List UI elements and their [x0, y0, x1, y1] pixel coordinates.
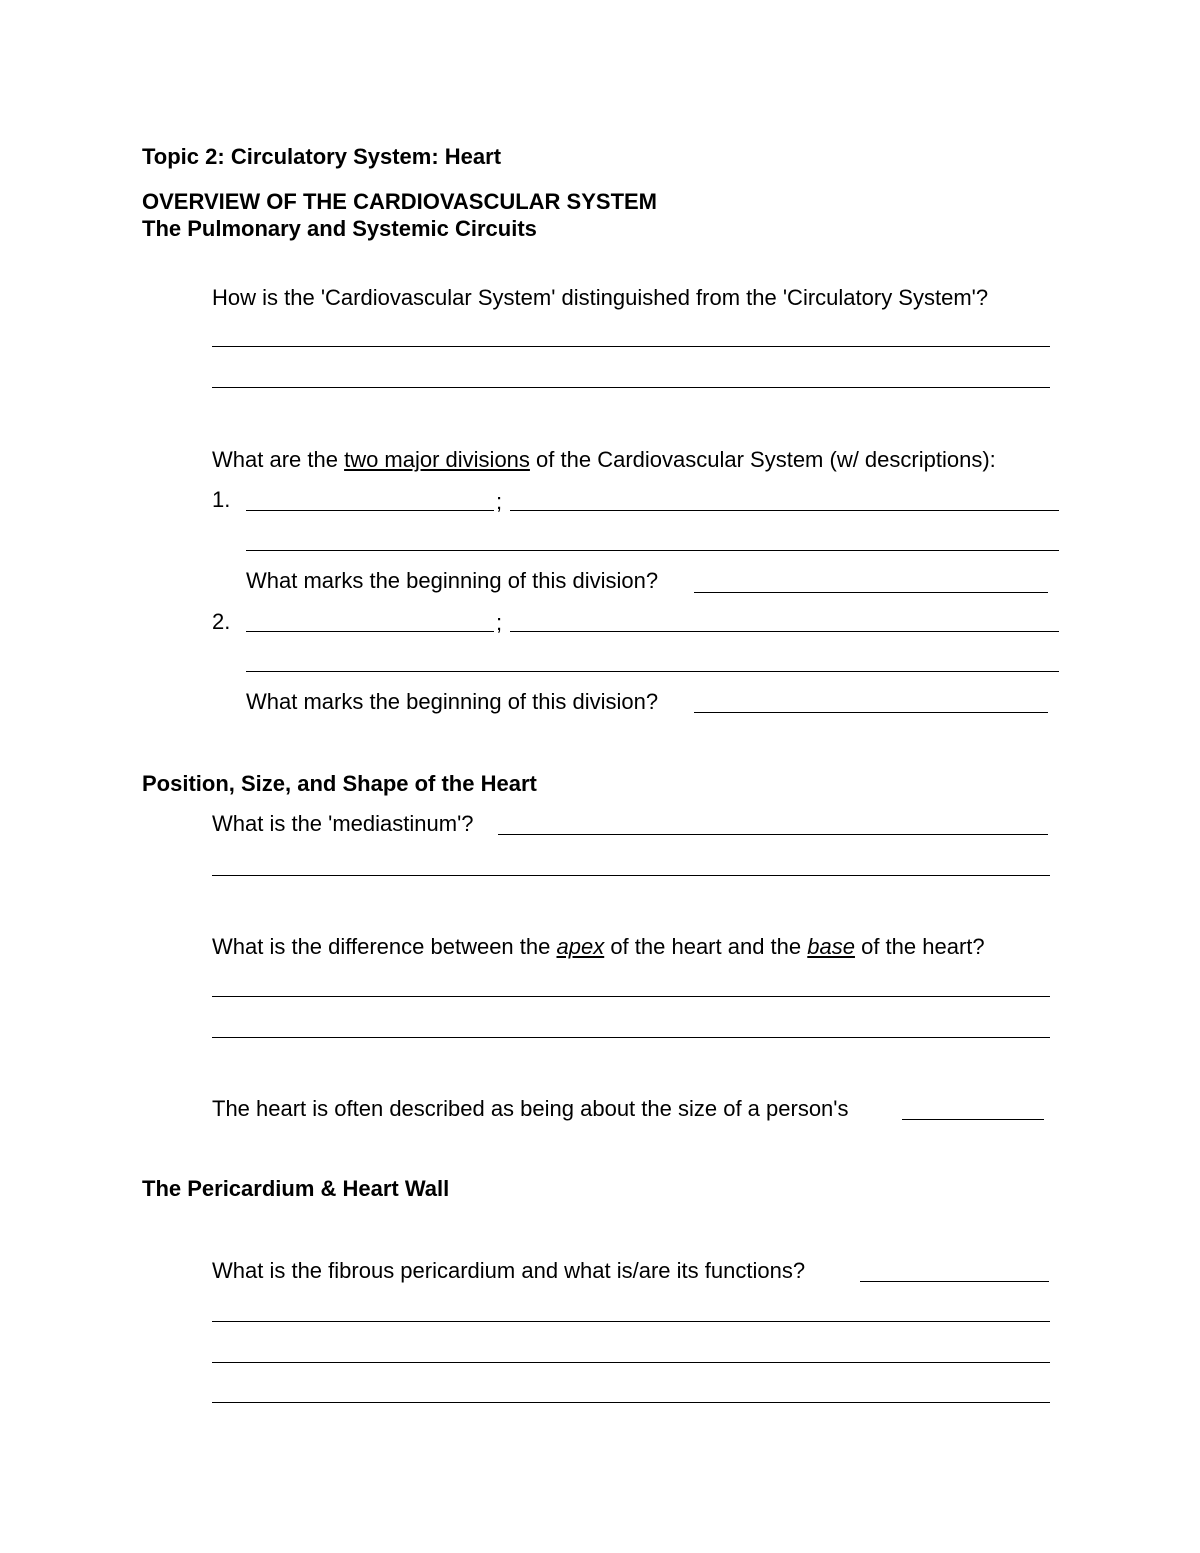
section-title: Position, Size, and Shape of the Heart — [142, 771, 537, 796]
separator: ; — [496, 489, 503, 514]
section-title: The Pericardium & Heart Wall — [142, 1176, 450, 1201]
question-suffix: of the heart? — [854, 934, 985, 959]
question-mediastinum: What is the 'mediastinum'? — [212, 811, 474, 836]
question-apex-vs-base — [212, 936, 985, 958]
answer-line[interactable] — [860, 1281, 1049, 1282]
subsection-title: The Pulmonary and Systemic Circuits — [142, 216, 537, 241]
section-title: OVERVIEW OF THE CARDIOVASCULAR SYSTEM — [142, 189, 658, 214]
answer-line[interactable] — [902, 1119, 1044, 1120]
underlined-phrase: two major divisions — [344, 447, 530, 472]
answer-line[interactable] — [212, 1037, 1050, 1038]
question-cardiovascular-vs-circulatory: How is the 'Cardiovascular System' distinguished from the 'Circulatory System'? — [212, 285, 989, 310]
answer-line[interactable] — [212, 1362, 1050, 1363]
separator: ; — [496, 610, 503, 635]
answer-line[interactable] — [212, 1321, 1050, 1322]
answer-line[interactable] — [694, 592, 1048, 593]
answer-line[interactable] — [212, 996, 1050, 997]
answer-line[interactable] — [212, 875, 1050, 876]
answer-line[interactable] — [246, 550, 1059, 551]
item-number: 1. — [212, 487, 231, 512]
division-name-blank[interactable] — [246, 510, 494, 511]
term-apex: apex — [556, 934, 605, 959]
question-division-beginning: What marks the beginning of this division? — [246, 689, 659, 714]
answer-line[interactable] — [212, 346, 1050, 347]
answer-line[interactable] — [694, 712, 1048, 713]
answer-line[interactable] — [212, 387, 1050, 388]
question-division-beginning: What marks the beginning of this division? — [246, 568, 659, 593]
term-base: base — [807, 934, 855, 959]
question-suffix: of the Cardiovascular System (w/ descriptions): — [529, 447, 996, 472]
question-prefix: What is the difference between the — [212, 934, 557, 959]
answer-line[interactable] — [246, 671, 1059, 672]
question-middle: of the heart and the — [604, 934, 808, 959]
question-prefix: What are the — [212, 447, 345, 472]
division-description-blank[interactable] — [510, 631, 1059, 632]
division-description-blank[interactable] — [510, 510, 1059, 511]
question-major-divisions — [212, 449, 996, 471]
question-heart-size: The heart is often described as being about the size of a person's — [212, 1096, 849, 1121]
question-fibrous-pericardium: What is the fibrous pericardium and what is/are its functions? — [212, 1258, 806, 1283]
topic-title: Topic 2: Circulatory System: Heart — [142, 144, 502, 169]
division-name-blank[interactable] — [246, 631, 494, 632]
answer-line[interactable] — [498, 834, 1048, 835]
answer-line[interactable] — [212, 1402, 1050, 1403]
item-number: 2. — [212, 609, 231, 634]
